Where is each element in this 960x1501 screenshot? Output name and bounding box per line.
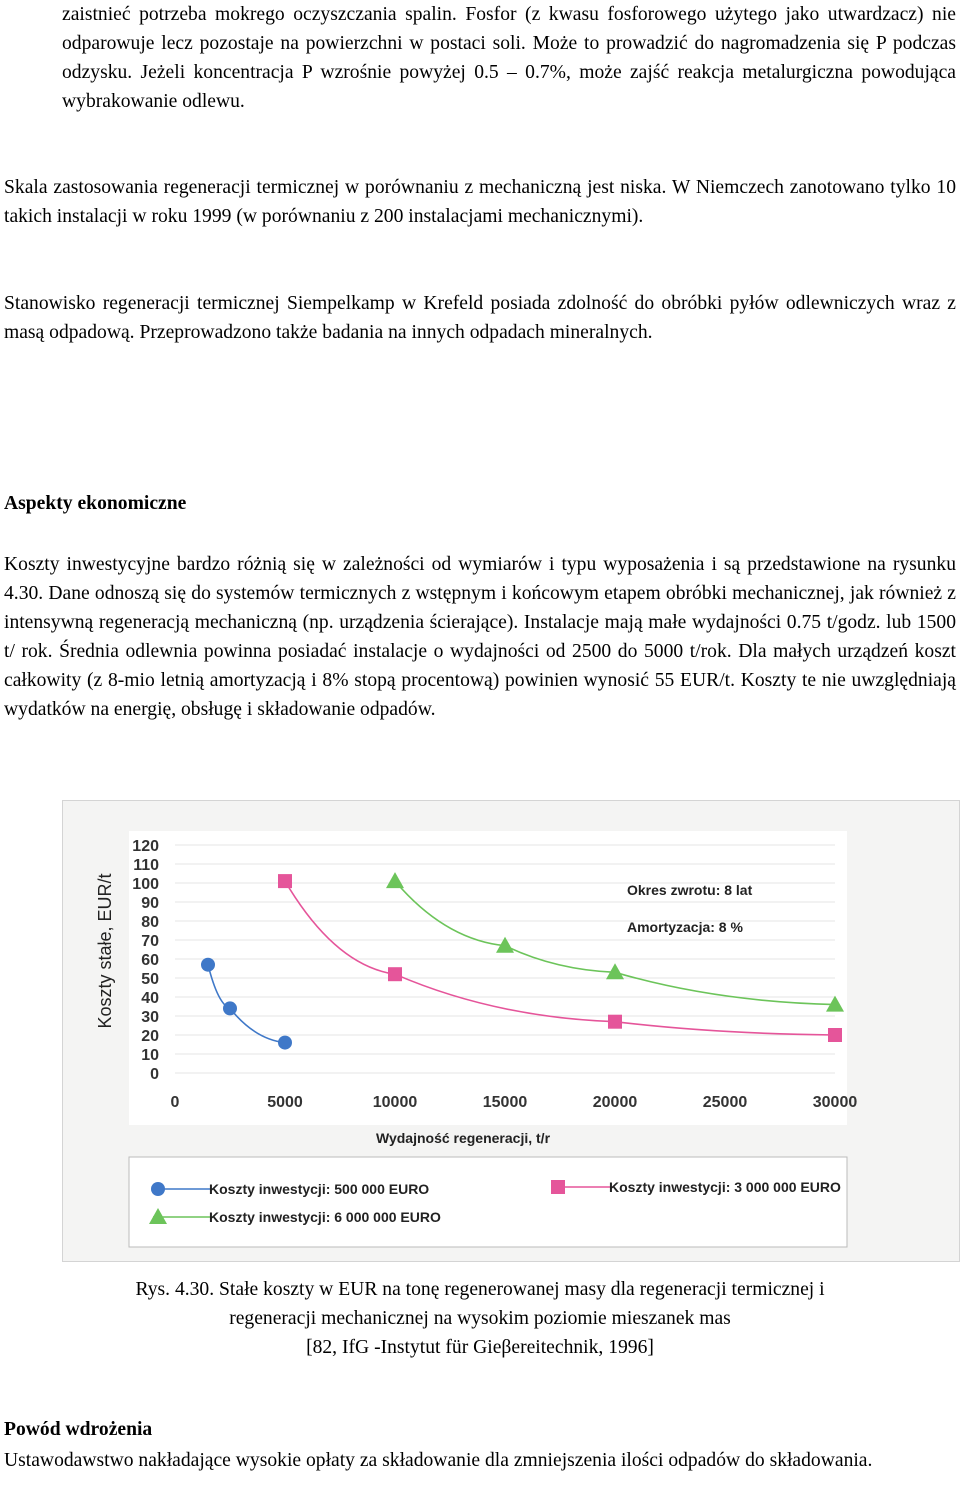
y-axis-label: Koszty stałe, EUR/t (95, 873, 115, 1029)
data-point (388, 967, 402, 981)
intro-paragraph: zaistnieć potrzeba mokrego oczyszczania spalin. Fosfor (z kwasu fosforowego użytego jako utwardzacz) nie odparowuje lecz pozostaje na powierzchni w postaci soli. Może to prowadzić do nagromadzenia się P podczas odzysku. Jeżeli koncentracja P wzrośnie powyżej 0.5 – 0.7%, może zajść reakcja metalurgiczna powodująca wybrakowanie odlewu. (62, 4, 956, 112)
data-point (828, 1028, 842, 1042)
cost-chart (63, 801, 959, 1261)
figure-caption-line3: [82, IfG -Instytut für Gieβereitechnik, 1996] (306, 1337, 654, 1358)
reason-paragraph: Ustawodawstwo nakładające wysokie opłaty za składowanie dla zmniejszenia ilości odpadów do składowania. (4, 1450, 873, 1471)
y-tick-label: 80 (141, 914, 159, 931)
x-tick-label: 25000 (702, 1094, 748, 1111)
figure-caption-line1: Rys. 4.30. Stałe koszty w EUR na tonę regenerowanej masy dla regeneracji termicznej i (135, 1279, 825, 1300)
y-tick-label: 40 (141, 990, 159, 1007)
annotation-payback: Okres zwrotu: 8 lat (627, 882, 753, 898)
y-tick-label: 70 (141, 933, 159, 950)
legend-label: Koszty inwestycji: 6 000 000 EURO (209, 1209, 441, 1225)
costs-paragraph: Koszty inwestycyjne bardzo różnią się w zależności od wymiarów i typu wyposażenia i są przedstawione na rysunku 4.30. Dane odnoszą się do systemów termicznych z wstępnym i końcowym etapem obróbki mechanicznej, jak również z intensywną regeneracją mechaniczną (np. urządzenia ścierające). Instalacje mają małe wydajności 0.75 t/godz. lub 1500 t/ rok. Średnia odlewnia powinna posiadać instalacje o wydajności od 2500 do 5000 t/rok. Dla małych urządzeń koszt całkowity (z 8-mio letnią amortyzacją i 8% stopą procentową) powinien wynosić 55 EUR/t. Koszty te nie uwzględniają wydatków na energię, obsługę i składowanie odpadów. (4, 554, 956, 720)
x-axis-label: Wydajność regeneracji, t/r (375, 1130, 551, 1146)
y-tick-label: 30 (141, 1009, 159, 1026)
x-tick-label: 5000 (267, 1094, 303, 1111)
section-heading-reason: Powód wdrożenia (4, 1419, 153, 1440)
annotation-amortization: Amortyzacja: 8 % (627, 919, 743, 935)
y-tick-label: 10 (141, 1047, 159, 1064)
data-point (278, 874, 292, 888)
y-tick-label: 90 (141, 895, 159, 912)
x-tick-label: 30000 (812, 1094, 858, 1111)
x-tick-label: 10000 (372, 1094, 418, 1111)
data-point (201, 958, 215, 972)
legend-label: Koszty inwestycji: 3 000 000 EURO (609, 1179, 841, 1195)
y-tick-label: 120 (132, 838, 159, 855)
x-tick-label: 0 (170, 1094, 180, 1111)
data-point (223, 1001, 237, 1015)
scale-paragraph: Skala zastosowania regeneracji termicznej w porównaniu z mechaniczną jest niska. W Niemczech zanotowano tylko 10 takich instalacji w roku 1999 (w porównaniu z 200 instalacjami mechanicznymi). (4, 177, 956, 227)
legend-label: Koszty inwestycji: 500 000 EURO (209, 1181, 430, 1197)
data-point (278, 1036, 292, 1050)
figure-caption-line2: regeneracji mechanicznej na wysokim poziomie mieszanek mas (229, 1308, 731, 1329)
section-heading-economics: Aspekty ekonomiczne (4, 493, 187, 514)
legend-marker (551, 1180, 565, 1194)
y-tick-label: 100 (132, 876, 159, 893)
data-point (608, 1015, 622, 1029)
y-tick-label: 110 (133, 857, 159, 874)
figure-chart (62, 800, 960, 1262)
siempelkamp-paragraph: Stanowisko regeneracji termicznej Siempelkamp w Krefeld posiada zdolność do obróbki pyłów odlewniczych wraz z masą odpadową. Przeprowadzono także badania na innych odpadach mineralnych. (4, 293, 956, 343)
y-tick-label: 0 (150, 1066, 159, 1083)
y-tick-label: 60 (141, 952, 159, 969)
y-tick-label: 20 (141, 1028, 159, 1045)
x-tick-label: 20000 (592, 1094, 638, 1111)
y-tick-label: 50 (141, 971, 159, 988)
legend-marker (151, 1182, 165, 1196)
legend-box (129, 1157, 847, 1247)
x-tick-label: 15000 (482, 1094, 528, 1111)
